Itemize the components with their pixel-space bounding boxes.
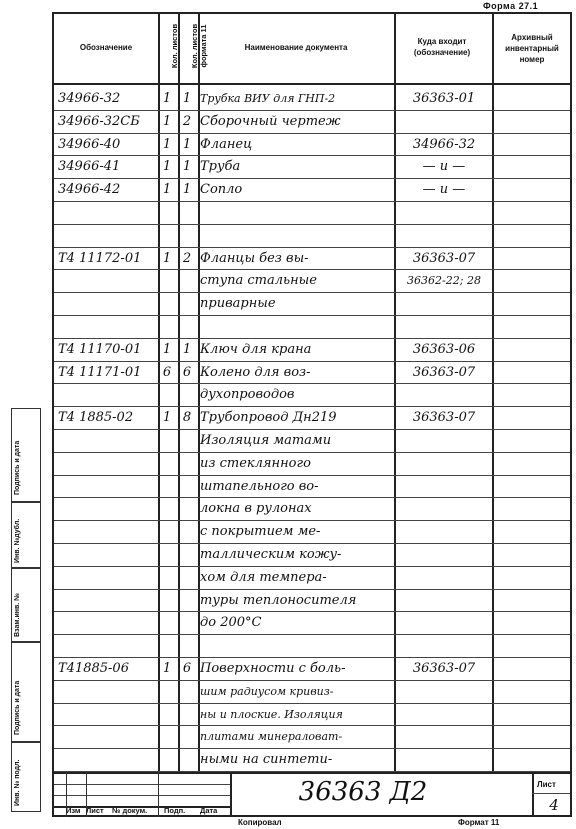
document-name-cell: духопроводов bbox=[200, 387, 295, 403]
header-archive-number: Архивный инвентарный номер bbox=[505, 33, 559, 64]
document-code: 36363 Д2 bbox=[298, 777, 428, 807]
designation-cell bbox=[58, 590, 158, 612]
sheets-count-cell: 1 bbox=[162, 91, 172, 106]
where-included-cell: 36363-06 bbox=[412, 341, 476, 357]
sheets-count-cell bbox=[157, 293, 177, 315]
sheet-format-cell bbox=[177, 225, 197, 247]
document-name-cell: хом для темпера- bbox=[200, 569, 327, 585]
row-line bbox=[54, 315, 570, 316]
row-line bbox=[54, 155, 570, 156]
document-name-cell: локна в рулонах bbox=[200, 501, 312, 517]
title-block-divider bbox=[532, 772, 534, 817]
sheets-count-cell bbox=[157, 453, 177, 475]
title-block-line bbox=[54, 795, 230, 796]
where-included-cell bbox=[396, 476, 492, 498]
row-line bbox=[54, 589, 570, 590]
row-line bbox=[54, 475, 570, 476]
document-name-cell: ступа стальные bbox=[200, 273, 317, 289]
sheets-count-cell bbox=[157, 612, 177, 634]
where-included-cell bbox=[396, 521, 492, 543]
where-included-cell: 36363-07 bbox=[412, 364, 476, 380]
sheet-format-cell: 8 bbox=[182, 410, 192, 426]
designation-cell bbox=[58, 430, 158, 452]
title-block-divider bbox=[158, 772, 159, 817]
document-name-cell: штапельного во- bbox=[200, 478, 319, 494]
row-line bbox=[54, 497, 570, 498]
sheet-format-cell bbox=[177, 704, 197, 726]
where-included-cell bbox=[396, 111, 492, 133]
designation-cell: Т41885-06 bbox=[58, 661, 129, 676]
tb-doc-no-label: № докум. bbox=[112, 806, 148, 815]
sheets-count-cell bbox=[157, 521, 177, 543]
where-included-cell bbox=[396, 681, 492, 703]
sheet-format-cell: 2 bbox=[182, 113, 192, 129]
where-included-cell: 36363-07 bbox=[412, 661, 476, 676]
designation-cell bbox=[58, 612, 158, 634]
header-document-name: Наименование документа bbox=[244, 43, 348, 52]
title-block-line bbox=[532, 793, 570, 794]
where-included-cell bbox=[396, 590, 492, 612]
designation-cell: 34966-40 bbox=[58, 136, 121, 152]
where-included-cell bbox=[396, 544, 492, 566]
column-divider bbox=[492, 14, 494, 774]
sheet-format-cell bbox=[177, 590, 197, 612]
sheets-count-cell bbox=[157, 635, 177, 657]
sheets-count-cell bbox=[157, 726, 177, 748]
header-sheets-count: Кол. листов bbox=[170, 23, 179, 69]
designation-cell bbox=[58, 476, 158, 498]
margin-label-inv-dup: Инв. №дубл. bbox=[14, 518, 21, 563]
designation-cell: 34966-32 bbox=[58, 91, 121, 106]
document-name-cell: туры теплоносителя bbox=[200, 592, 357, 608]
row-line bbox=[54, 178, 570, 179]
row-line bbox=[54, 634, 570, 635]
row-line bbox=[54, 247, 570, 248]
row-line bbox=[54, 748, 570, 749]
where-included-cell bbox=[396, 293, 492, 315]
margin-label-inv-orig: Инв. № подл. bbox=[14, 759, 21, 806]
sheets-count-cell bbox=[157, 749, 177, 771]
designation-cell bbox=[58, 567, 158, 589]
designation-cell bbox=[58, 225, 158, 247]
sheets-count-cell bbox=[157, 384, 177, 406]
sheets-count-cell: 1 bbox=[162, 661, 172, 676]
sheet-format-cell: 1 bbox=[182, 136, 192, 152]
designation-cell: Т4 11170-01 bbox=[58, 341, 142, 357]
where-included-cell bbox=[396, 726, 492, 748]
designation-cell bbox=[58, 521, 158, 543]
sheets-count-cell bbox=[157, 430, 177, 452]
sheets-count-cell bbox=[157, 498, 177, 520]
row-line bbox=[54, 133, 570, 134]
sheet-format-cell bbox=[177, 476, 197, 498]
designation-cell bbox=[58, 293, 158, 315]
row-line bbox=[54, 680, 570, 681]
sheet-format-cell bbox=[177, 521, 197, 543]
document-name-cell: Поверхности с боль- bbox=[200, 661, 346, 676]
form-number-label: Форма 27.1 bbox=[483, 1, 539, 11]
row-line bbox=[54, 269, 570, 270]
document-name-cell: плитами минераловат- bbox=[200, 730, 343, 744]
designation-cell bbox=[58, 704, 158, 726]
document-name-cell bbox=[200, 225, 394, 247]
sheet-label: Лист bbox=[537, 780, 556, 789]
row-line bbox=[54, 657, 570, 658]
designation-cell: Т4 11172-01 bbox=[58, 250, 142, 266]
row-line bbox=[54, 429, 570, 430]
header-designation: Обозначение bbox=[79, 43, 133, 52]
document-name-cell: из стеклянного bbox=[200, 455, 311, 471]
tb-izm-label: Изм bbox=[66, 806, 81, 815]
designation-cell bbox=[58, 749, 158, 771]
header-where-included: Куда входит (обозначение) bbox=[413, 37, 471, 57]
row-line bbox=[54, 338, 570, 339]
margin-label-vzam-inv: Взам.инв. № bbox=[14, 593, 21, 637]
designation-cell bbox=[58, 384, 158, 406]
where-included-cell bbox=[396, 430, 492, 452]
designation-cell bbox=[58, 202, 158, 224]
sheet-format-cell bbox=[177, 202, 197, 224]
sheet-format-cell bbox=[177, 270, 197, 292]
designation-cell bbox=[58, 453, 158, 475]
document-name-cell bbox=[200, 316, 394, 338]
sheet-format-cell: 1 bbox=[182, 182, 192, 198]
row-line bbox=[54, 566, 570, 567]
where-included-cell bbox=[396, 704, 492, 726]
where-included-cell: 36362-22; 28 bbox=[407, 274, 481, 288]
sheets-count-cell: 1 bbox=[162, 410, 172, 426]
document-name-cell: шим радиусом кривиз- bbox=[200, 684, 334, 698]
tb-list-label: Лист bbox=[86, 806, 104, 815]
row-line bbox=[54, 406, 570, 407]
sheets-count-cell: 1 bbox=[162, 182, 172, 198]
document-name-cell bbox=[200, 202, 394, 224]
sheets-count-cell bbox=[157, 590, 177, 612]
sheet-format-cell bbox=[177, 749, 197, 771]
document-name-cell bbox=[200, 635, 394, 657]
where-included-cell: 34966-32 bbox=[412, 136, 476, 152]
title-block-top-border bbox=[54, 772, 570, 774]
sheets-count-cell bbox=[157, 202, 177, 224]
where-included-cell bbox=[396, 749, 492, 771]
document-name-cell: ными на синтети- bbox=[200, 752, 333, 768]
designation-cell: Т4 11171-01 bbox=[58, 364, 142, 380]
sheets-count-cell bbox=[157, 316, 177, 338]
sheet-format-cell bbox=[177, 498, 197, 520]
row-line bbox=[54, 224, 570, 225]
document-name-cell: приварные bbox=[200, 296, 276, 312]
sheet-format-cell: 1 bbox=[182, 341, 192, 357]
where-included-cell bbox=[396, 225, 492, 247]
row-line bbox=[54, 292, 570, 293]
row-line bbox=[54, 543, 570, 544]
copied-by-label: Копировал bbox=[238, 818, 282, 827]
where-included-cell bbox=[396, 202, 492, 224]
sheets-count-cell: 6 bbox=[162, 364, 172, 380]
sheet-format-cell bbox=[177, 635, 197, 657]
sheet-format-cell: 6 bbox=[182, 364, 192, 380]
where-included-cell bbox=[396, 384, 492, 406]
designation-cell bbox=[58, 498, 158, 520]
header-separator bbox=[54, 83, 570, 85]
row-line bbox=[54, 110, 570, 111]
document-name-cell: Труба bbox=[200, 159, 241, 175]
sheet-format-cell bbox=[177, 681, 197, 703]
sheets-count-cell bbox=[157, 270, 177, 292]
document-name-cell: таллическим кожу- bbox=[200, 547, 342, 562]
sheet-format-cell bbox=[177, 293, 197, 315]
margin-label-sign-date-1: Подпись и дата bbox=[14, 440, 21, 495]
document-name-cell: до 200°С bbox=[200, 615, 262, 631]
header-sheet-format: Кол. листов формата 11 bbox=[190, 23, 208, 69]
document-name-cell: Сопло bbox=[200, 182, 243, 198]
row-line bbox=[54, 703, 570, 704]
sheets-count-cell: 1 bbox=[162, 341, 172, 357]
designation-cell: 34966-42 bbox=[58, 182, 121, 198]
document-name-cell: Колено для воз- bbox=[200, 364, 311, 380]
designation-cell bbox=[58, 726, 158, 748]
designation-cell: 34966-32СБ bbox=[58, 113, 140, 129]
where-included-cell bbox=[396, 316, 492, 338]
row-line bbox=[54, 383, 570, 384]
designation-cell bbox=[58, 681, 158, 703]
sheets-count-cell bbox=[157, 681, 177, 703]
row-line bbox=[54, 725, 570, 726]
sheet-format-cell: 2 bbox=[182, 250, 192, 266]
row-line bbox=[54, 520, 570, 521]
sheet-format-cell: 1 bbox=[182, 159, 192, 175]
document-name-cell: Изоляция матами bbox=[200, 433, 332, 448]
title-block-line bbox=[54, 784, 230, 785]
where-included-cell: 36363-07 bbox=[412, 410, 476, 426]
document-name-cell: ны и плоские. Изоляция bbox=[200, 707, 343, 721]
sheet-format-cell bbox=[177, 567, 197, 589]
where-included-cell bbox=[396, 612, 492, 634]
sheet-format-cell bbox=[177, 726, 197, 748]
document-name-cell: с покрытием ме- bbox=[200, 524, 321, 540]
where-included-cell bbox=[396, 498, 492, 520]
sheet-format-cell bbox=[177, 453, 197, 475]
sheet-format-cell bbox=[177, 612, 197, 634]
document-name-cell: Фланец bbox=[200, 136, 253, 152]
row-line bbox=[54, 611, 570, 612]
sheets-count-cell: 1 bbox=[162, 136, 172, 152]
sheet-format-cell bbox=[177, 544, 197, 566]
format-label: Формат 11 bbox=[458, 818, 500, 827]
row-line bbox=[54, 361, 570, 362]
row-line bbox=[54, 201, 570, 202]
where-included-cell bbox=[396, 635, 492, 657]
sheets-count-cell bbox=[157, 544, 177, 566]
designation-cell bbox=[58, 635, 158, 657]
designation-cell: 34966-41 bbox=[58, 159, 121, 175]
margin-label-sign-date-2: Подпись и дата bbox=[14, 680, 21, 735]
sheet-format-cell: 1 bbox=[182, 91, 192, 106]
designation-cell bbox=[58, 316, 158, 338]
sheets-count-cell bbox=[157, 567, 177, 589]
sheets-count-cell: 1 bbox=[162, 113, 172, 129]
document-name-cell: Фланцы без вы- bbox=[200, 250, 309, 266]
tb-podp-label: Подп. bbox=[164, 806, 186, 815]
tb-data-label: Дата bbox=[200, 806, 218, 815]
where-included-cell: 36363-01 bbox=[412, 91, 476, 106]
sheets-count-cell: 1 bbox=[162, 159, 172, 175]
document-name-cell: Трубка ВИУ для ГНП-2 bbox=[200, 92, 336, 105]
sheet-format-cell bbox=[177, 316, 197, 338]
sheet-number: 4 bbox=[549, 796, 559, 814]
document-name-cell: Трубопровод Дн219 bbox=[200, 410, 337, 426]
where-included-cell: — и — bbox=[422, 159, 466, 175]
where-included-cell bbox=[396, 453, 492, 475]
sheets-count-cell bbox=[157, 476, 177, 498]
document-name-cell: Ключ для крана bbox=[200, 341, 312, 357]
designation-cell bbox=[58, 270, 158, 292]
document-name-cell: Сборочный чертеж bbox=[200, 113, 341, 129]
designation-cell: Т4 1885-02 bbox=[58, 410, 134, 426]
sheets-count-cell bbox=[157, 704, 177, 726]
row-line bbox=[54, 452, 570, 453]
sheet-format-cell bbox=[177, 384, 197, 406]
sheet-format-cell bbox=[177, 430, 197, 452]
sheets-count-cell bbox=[157, 225, 177, 247]
sheets-count-cell: 1 bbox=[162, 250, 172, 266]
where-included-cell: — и — bbox=[422, 182, 466, 198]
designation-cell bbox=[58, 544, 158, 566]
where-included-cell: 36363-07 bbox=[412, 250, 476, 266]
where-included-cell bbox=[396, 567, 492, 589]
row-line bbox=[54, 771, 570, 772]
sheet-format-cell: 6 bbox=[182, 661, 192, 676]
